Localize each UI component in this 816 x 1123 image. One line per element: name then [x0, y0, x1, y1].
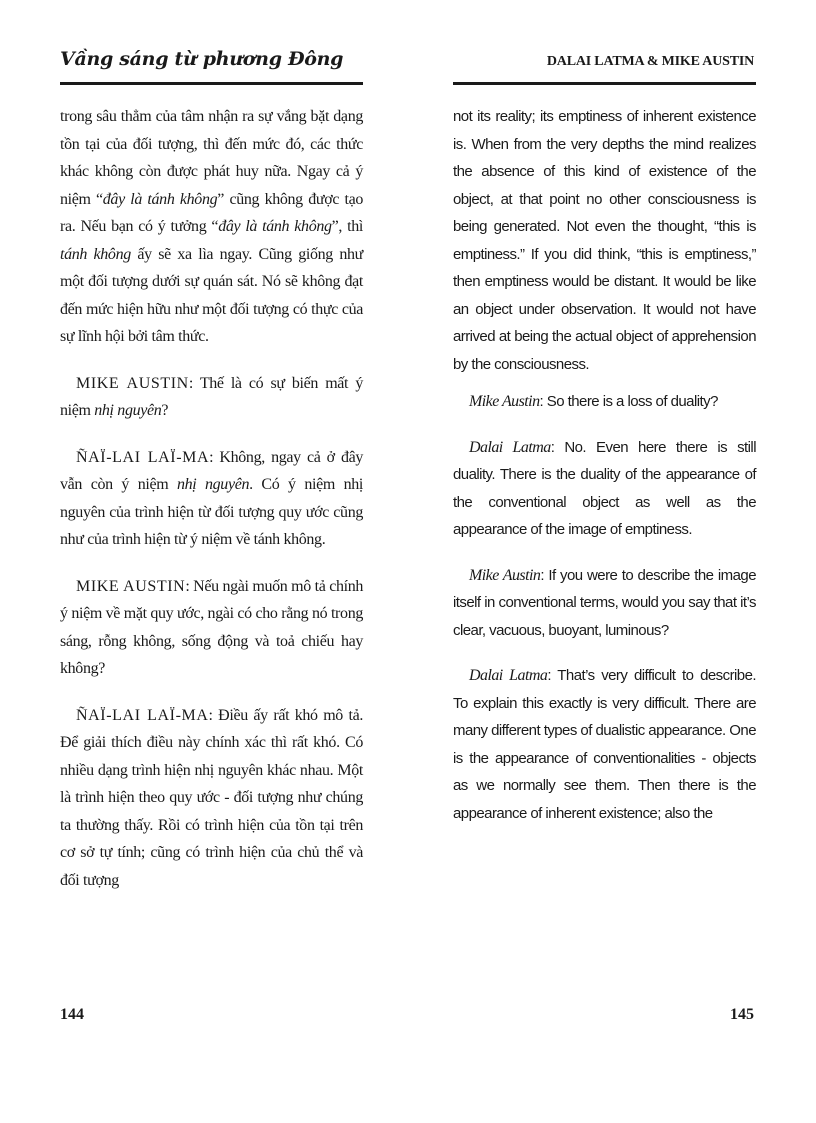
- right-paragraph-3: [453, 434, 756, 544]
- right-paragraph-4: [453, 562, 756, 645]
- left-paragraph-4: [60, 573, 363, 683]
- left-paragraph-2: [60, 370, 363, 425]
- left-running-header: Vầng sáng từ phương Đông: [60, 48, 344, 70]
- text-run: not its reality; its emptiness of inherent existence is. When from the very depths the mind realizes the absence of this kind of existence of the object, at that point no other consciousness is being generated. Not even the thought, “this is emptiness.” If you did think, “this is emptiness,” then emptiness would be distant. It would be like an object under observation. It would not have arrived at being the actual object of apprehension by the consciousness.: [453, 108, 756, 373]
- left-paragraph-3: [60, 444, 363, 554]
- text-run: : So there is a loss of duality?: [539, 393, 718, 410]
- text-run: : Điều ấy rất khó mô tả. Để giải thích điều này chính xác thì rất khó. Có nhiều dạng trình hiện nhị nguyên khác nhau. Một là trình hiện theo quy ước - đối tượng như chúng ta thường thấy. Rồi có trình hiện của tồn tại trên cơ sở tự tính; cũng có trình hiện của chủ thể và đối tượng: [60, 706, 363, 889]
- text-run: : Không, ngay cả ở đây vẫn còn ý niệm: [60, 448, 364, 493]
- italic-run: đây là tánh không: [218, 218, 332, 235]
- speaker-name: Dalai Latma: [469, 667, 548, 684]
- left-paragraph-1: [60, 103, 363, 351]
- right-paragraph-2: [453, 388, 756, 416]
- text-run: : No. Even here there is still duality. There is the duality of the appearance of the conventional object as well as the appearance of the image of emptiness.: [453, 438, 757, 538]
- italic-run: đây là tánh không: [102, 190, 218, 208]
- text-run: . Có ý niệm nhị nguyên của trình hiện từ đối tượng quy ước cũng như của trình hiện từ ý niệm về tánh không.: [60, 476, 363, 548]
- left-body-column: [60, 103, 363, 894]
- speaker-name: Dalai Latma: [469, 438, 551, 456]
- italic-run: nhị nguyên: [176, 476, 250, 493]
- right-page-number: 145: [730, 1006, 754, 1023]
- text-run: : If you were to describe the image itself in conventional terms, would you say that it’s clear, vacuous, buoyant, luminous?: [453, 566, 756, 639]
- text-run: ” cũng không được tạo ra. Nếu bạn có ý tưởng “: [60, 190, 364, 235]
- speaker-name: Mike Austin: [469, 393, 540, 410]
- italic-run: tánh không: [60, 245, 131, 263]
- text-run: : Nếu ngài muốn mô tả chính ý niệm về mặt quy ước, ngài có cho rằng nó trong sáng, rỗng không, sống động và toả chiếu hay không?: [60, 577, 363, 677]
- right-paragraph-5: [453, 662, 756, 827]
- left-page-number: 144: [60, 1006, 84, 1023]
- speaker-name: ÑAÏ-LAI LAÏ-MA: [76, 448, 210, 466]
- left-paragraph-5: [60, 702, 363, 895]
- right-running-header: DALAI LATMA & MIKE AUSTIN: [546, 54, 754, 69]
- left-header-rule: [60, 82, 363, 85]
- speaker-name: ÑAÏ-LAI LAÏ-MA: [76, 706, 209, 724]
- text-run: ?: [161, 402, 169, 419]
- speaker-name: MIKE AUSTIN: [76, 577, 186, 595]
- italic-run: nhị nguyên: [94, 402, 162, 419]
- text-run: ”, thì: [331, 218, 363, 235]
- right-header-rule: [453, 82, 756, 85]
- text-run: ấy sẽ xa lìa ngay. Cũng giống như một đối tượng dưới sự quán sát. Nó sẽ không đạt đến mức hiện hữu như một đối tượng có thực của sự lĩnh hội bởi tâm thức.: [60, 245, 363, 345]
- right-paragraph-1: [453, 103, 756, 378]
- speaker-name: Mike Austin: [469, 566, 541, 584]
- right-body-column: [453, 103, 756, 827]
- text-run: trong sâu thẳm của tâm nhận ra sự vắng bặt dạng tồn tại của đối tượng, thì đến mức đó, các thức khác không còn được phát huy nữa. Ngay cả ý niệm “: [60, 108, 363, 208]
- text-run: : That’s very difficult to describe. To explain this exactly is very difficult. There are many different types of dualistic appearance. One is the appearance of conventionalities - objects as we normally see them. Then there is the appearance of inherent existence; also the: [453, 667, 757, 822]
- speaker-name: MIKE AUSTIN: [76, 374, 189, 392]
- text-run: : Thế là có sự biến mất ý niệm: [60, 374, 363, 419]
